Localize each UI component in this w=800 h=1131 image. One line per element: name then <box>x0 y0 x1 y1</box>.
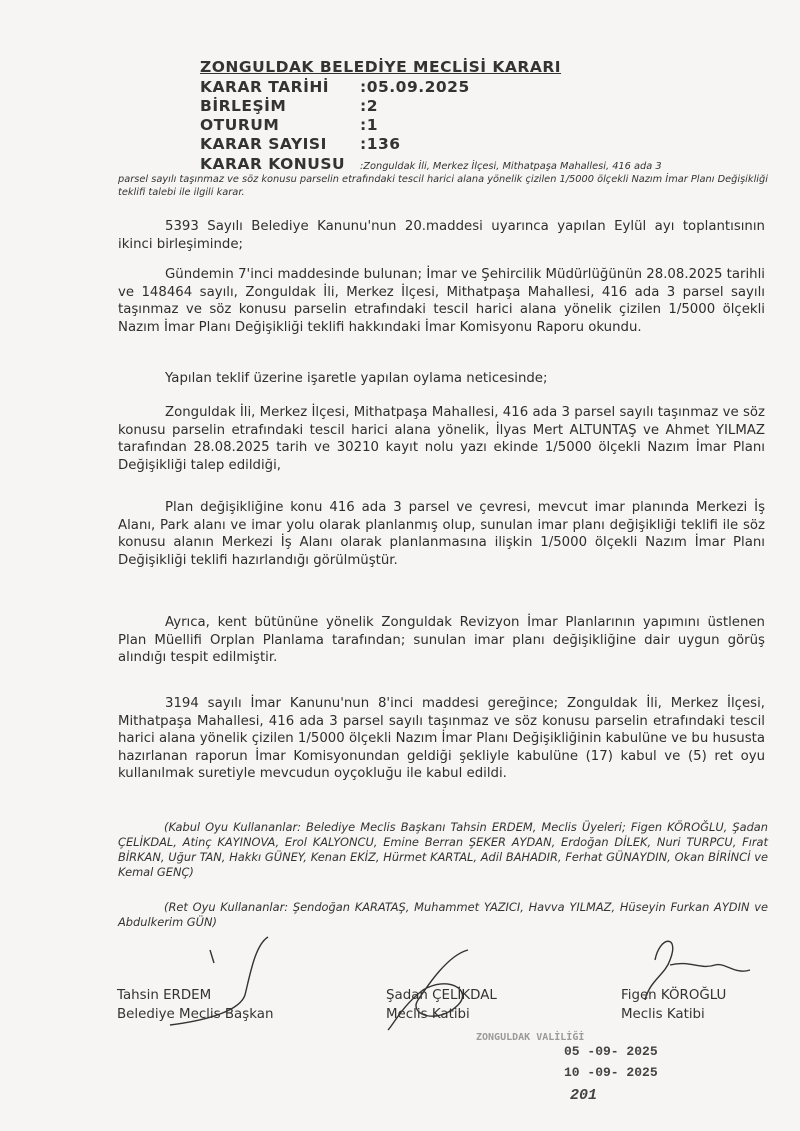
signer-name: Tahsin ERDEM <box>117 988 212 1003</box>
header-label: KARAR SAYISI <box>200 135 327 153</box>
paragraph-3: Yapılan teklif üzerine işaretle yapılan oylama neticesinde; <box>165 371 548 386</box>
header-row-session <box>200 97 561 116</box>
header-row-number <box>200 135 561 154</box>
paragraph-1: 5393 Sayılı Belediye Kanunu'nun 20.maddesi uyarınca yapılan Eylül ayı toplantısının ikinci birleşiminde; <box>118 219 765 252</box>
subject-text-first: :Zonguldak İli, Merkez İlçesi, Mithatpaşa Mahallesi, 416 ada 3 <box>360 161 662 172</box>
accept-votes: (Kabul Oyu Kullananlar: Belediye Meclis Başkanı Tahsin ERDEM, Meclis Üyeleri; Figen KÖROĞLU, Şadan ÇELİKDAL, Atinç KAYINOVA, Erol KALYONCU, Emine Berran ŞEKER AYDAN, Erdoğan DİLEK, Nuri TURPCU, Fırat BİRKAN, Uğur TAN, Hakkı GÜNEY, Kenan EKİZ, Hürmet KARTAL, Adil BAHADIR, Ferhat GÜNAYDIN, Okan BİRİNCİ ve Kemal GENÇ) <box>118 820 768 879</box>
registry-stamp <box>452 1030 662 1125</box>
stamp-header: ZONGULDAK VALİLİĞİ <box>476 1032 585 1043</box>
header-row-sitting <box>200 116 561 135</box>
president-signature-scribble <box>150 935 290 1035</box>
signer-name: Figen KÖROĞLU <box>621 988 727 1003</box>
stamp-number: 201 <box>570 1087 598 1104</box>
header-label: KARAR TARİHİ <box>200 78 330 96</box>
stamp-date-2: 10 -09- 2025 <box>564 1065 658 1080</box>
subject-text-rest: parsel sayılı taşınmaz ve söz konusu parselin etrafındaki tescil harici alana yönelik çizilen 1/5000 ölçekli Nazım İmar Planı Değişikliği teklifi talebi ile ilgili karar. <box>118 174 768 198</box>
paragraph-2: Gündemin 7'inci maddesinde bulunan; İmar ve Şehircilik Müdürlüğünün 28.08.2025 tarihli ve 148464 sayılı, Zonguldak İli, Merkez İlçesi, Mithatpaşa Mahallesi, 416 ada 3 parsel sayılı taşınmaz ve söz konusu parselin etrafındaki tescil harici alana yönelik çizilen 1/5000 ölçekli Nazım İmar Planı Değişikliği teklifi hakkındaki İmar Komisyonu Raporu okundu. <box>118 267 765 335</box>
signer-title: Meclis Katibi <box>621 1007 705 1022</box>
stamp-date-1: 05 -09- 2025 <box>564 1044 658 1059</box>
signer-title: Belediye Meclis Başkan <box>117 1007 274 1022</box>
header-value: :136 <box>360 135 401 153</box>
header-value: :2 <box>360 97 378 115</box>
paragraph-4: Zonguldak İli, Merkez İlçesi, Mithatpaşa Mahallesi, 416 ada 3 parsel sayılı taşınmaz ve söz konusu parselin etrafındaki tescil harici alana yönelik, İlyas Mert ALTUNTAŞ ve Ahmet YILMAZ tarafından 28.08.2025 tarih ve 30210 kayıt nolu yazı ekinde 1/5000 ölçekli Nazım İmar Planı Değişikliği talep edildiği, <box>118 405 765 473</box>
secretary1-signature-scribble <box>378 945 498 1035</box>
decision-subject-row <box>200 155 662 173</box>
header-value: :1 <box>360 116 378 134</box>
paragraph-7: 3194 sayılı İmar Kanunu'nun 8'inci maddesi gereğince; Zonguldak İli, Merkez İlçesi, Mithatpaşa Mahallesi, 416 ada 3 parsel sayılı taşınmaz ve söz konusu parselin etrafındaki tescil harici alana yönelik çizilen 1/5000 ölçekli Nazım İmar Planı Değişikliğinin kabulüne ve bu hususta hazırlanan raporun İmar Komisyonundan geldiği şekliyle kabulüne (17) kabul ve (5) ret oyu kullanılmak suretiyle mevcudun oyçokluğu ile kabul edildi. <box>118 696 765 782</box>
paragraph-5: Plan değişikliğine konu 416 ada 3 parsel ve çevresi, mevcut imar planında Merkezi İş Alanı, Park alanı ve imar yolu olarak planlanmış olup, sunulan imar planı değişikliği teklifi ile söz konusu alanın Merkezi İş Alanı olarak planlanmasına ilişkin 1/5000 ölçekli Nazım İmar Planı Değişikliği teklifi hazırlandığı görülmüştür. <box>118 500 765 568</box>
header-row-date <box>200 78 561 97</box>
header-label: OTURUM <box>200 116 280 134</box>
header-label: BİRLEŞİM <box>200 97 287 115</box>
decision-header <box>200 58 561 154</box>
paragraph-6: Ayrıca, kent bütününe yönelik Zonguldak Revizyon İmar Planlarının yapımını üstlenen Plan Müellifi Orplan Planlama tarafından; sunulan imar planı değişikliğine dair uygun görüş alındığı tespit edilmiştir. <box>118 615 765 666</box>
secretary2-signature-scribble <box>640 930 760 1010</box>
document-title: ZONGULDAK BELEDİYE MECLİSİ KARARI <box>200 58 562 76</box>
signer-title: Meclis Katibi <box>386 1007 470 1022</box>
header-value: :05.09.2025 <box>360 78 470 96</box>
reject-votes: (Ret Oyu Kullananlar: Şendoğan KARATAŞ, Muhammet YAZICI, Havva YILMAZ, Hüseyin Furkan AYDIN ve Abdulkerim GÜN) <box>118 900 768 929</box>
signer-name: Şadan ÇELİKDAL <box>386 988 497 1003</box>
subject-label: KARAR KONUSU <box>200 155 346 173</box>
